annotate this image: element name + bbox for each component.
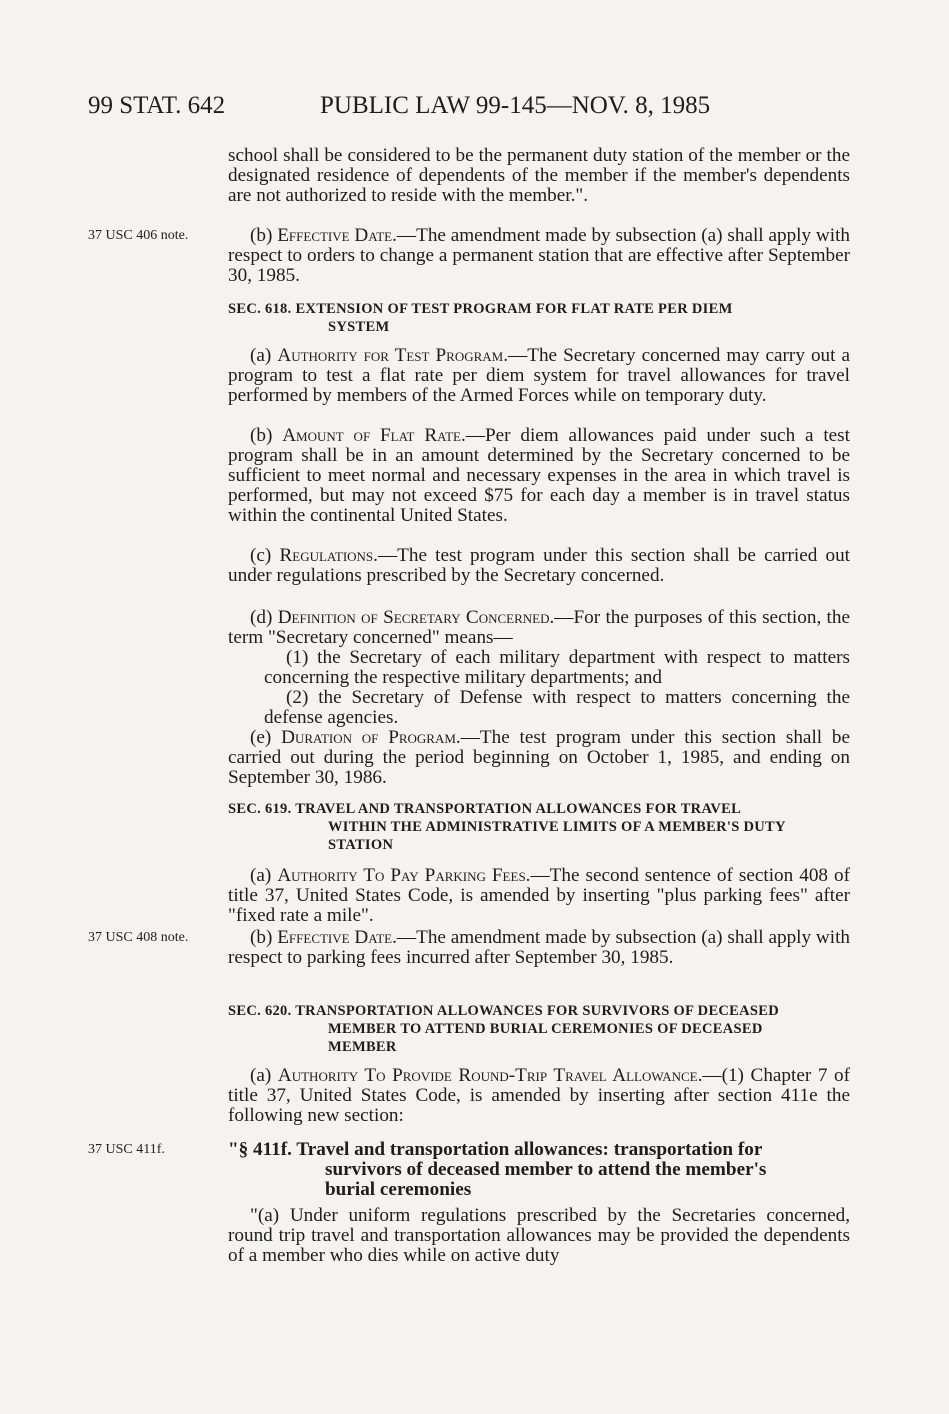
subsection-b-effective-date [228, 226, 850, 286]
section-411f-heading [228, 1140, 850, 1200]
heading: Effective Date. [277, 225, 397, 246]
section-411f-a: "(a) Under uniform regulations prescribed by the Secretaries concerned, round trip travel and transportation allowances may be provided the dependents of a member who dies while on active duty [228, 1205, 850, 1266]
heading-line: SYSTEM [328, 319, 390, 335]
margin-note-408: 37 USC 408 note. [88, 930, 189, 945]
lead: (a) [250, 345, 278, 366]
margin-note-411f: 37 USC 411f. [88, 1142, 165, 1157]
heading: Effective Date. [277, 927, 397, 948]
section-618-d [228, 608, 850, 648]
heading-line: SEC. 619. TRAVEL AND TRANSPORTATION ALLOWANCES FOR TRAVEL [228, 801, 742, 817]
section-618-a [228, 346, 850, 406]
heading-line: survivors of deceased member to attend the member's [325, 1159, 767, 1180]
section-618-d-2: (2) the Secretary of Defense with respect to matters concerning the defense agencies. [264, 687, 850, 728]
section-618-heading [228, 300, 850, 336]
section-618-b [228, 426, 850, 526]
heading: Authority To Provide Round-Trip Travel Allowance. [277, 1065, 703, 1086]
text: —The amendment made by subsection (a) shall apply with respect to parking fees incurred after September 30, 1985. [228, 927, 851, 968]
text: —(1) Chapter 7 of title 37, United States Code, is amended by inserting after section 411e the following new section: [228, 1065, 850, 1126]
lead: (a) [250, 1065, 278, 1086]
lead: (e) [250, 727, 282, 748]
heading-line: MEMBER [328, 1039, 397, 1055]
lead: (b) [250, 225, 278, 246]
heading-line: SEC. 620. TRANSPORTATION ALLOWANCES FOR SURVIVORS OF DECEASED [228, 1003, 780, 1019]
section-619-a [228, 866, 850, 926]
heading: Duration of Program. [281, 727, 461, 748]
heading: Regulations. [279, 545, 378, 566]
text: —The Secretary concerned may carry out a program to test a flat rate per diem system for travel allowances for travel performed by members of the Armed Forces while on temporary duty. [228, 345, 851, 406]
heading-line: burial ceremonies [325, 1179, 472, 1200]
heading-line: SEC. 618. EXTENSION OF TEST PROGRAM FOR FLAT RATE PER DIEM [228, 301, 733, 317]
lead: (d) [250, 607, 278, 628]
text: —The second sentence of section 408 of title 37, United States Code, is amended by inserting "plus parking fees" after "fixed rate a mile". [228, 865, 850, 926]
heading-line: MEMBER TO ATTEND BURIAL CEREMONIES OF DECEASED [328, 1021, 763, 1037]
text: —The amendment made by subsection (a) shall apply with respect to orders to change a permanent station that are effective after September 30, 1985. [228, 225, 851, 286]
heading: Authority for Test Program. [277, 345, 509, 366]
heading-line: "§ 411f. Travel and transportation allowances: transportation for [228, 1139, 763, 1160]
stat-page-number: 99 STAT. 642 [88, 92, 226, 119]
lead: (c) [250, 545, 280, 566]
continuation-paragraph: school shall be considered to be the permanent duty station of the member or the designated residence of dependents of the member if the member's dependents are not authorized to reside with the member.". [228, 145, 850, 206]
heading-line: WITHIN THE ADMINISTRATIVE LIMITS OF A MEMBER'S DUTY [328, 819, 786, 835]
lead: (b) [250, 927, 278, 948]
lead: (a) [250, 865, 278, 886]
section-618-c [228, 546, 850, 586]
page-header [88, 92, 848, 132]
text: —Per diem allowances paid under such a test program shall be in an amount determined by the Secretary concerned to be sufficient to meet normal and necessary expenses in the area in which travel is performed, but may not exceed $75 for each day a member is in travel status within the continental United States. [228, 425, 850, 526]
section-618-d-1: (1) the Secretary of each military department with respect to matters concerning the respective military departments; and [264, 647, 850, 688]
heading: Authority To Pay Parking Fees. [277, 865, 531, 886]
text: —For the purposes of this section, the term "Secretary concerned" means— [228, 607, 851, 648]
heading: Amount of Flat Rate. [282, 425, 466, 446]
public-law-title: PUBLIC LAW 99-145—NOV. 8, 1985 [320, 92, 711, 119]
section-618-e [228, 728, 850, 788]
text: —The test program under this section shall be carried out during the period beginning on October 1, 1985, and ending on September 30, 1986. [228, 727, 851, 788]
section-619-heading [228, 800, 850, 854]
section-620-heading [228, 1002, 850, 1056]
section-619-b [228, 928, 850, 968]
heading-line: STATION [328, 837, 394, 853]
margin-note-406: 37 USC 406 note. [88, 228, 189, 243]
text: —The test program under this section shall be carried out under regulations prescribed by the Secretary concerned. [228, 545, 851, 586]
lead: (b) [250, 425, 283, 446]
section-620-a [228, 1066, 850, 1126]
heading: Definition of Secretary Concerned. [277, 607, 555, 628]
